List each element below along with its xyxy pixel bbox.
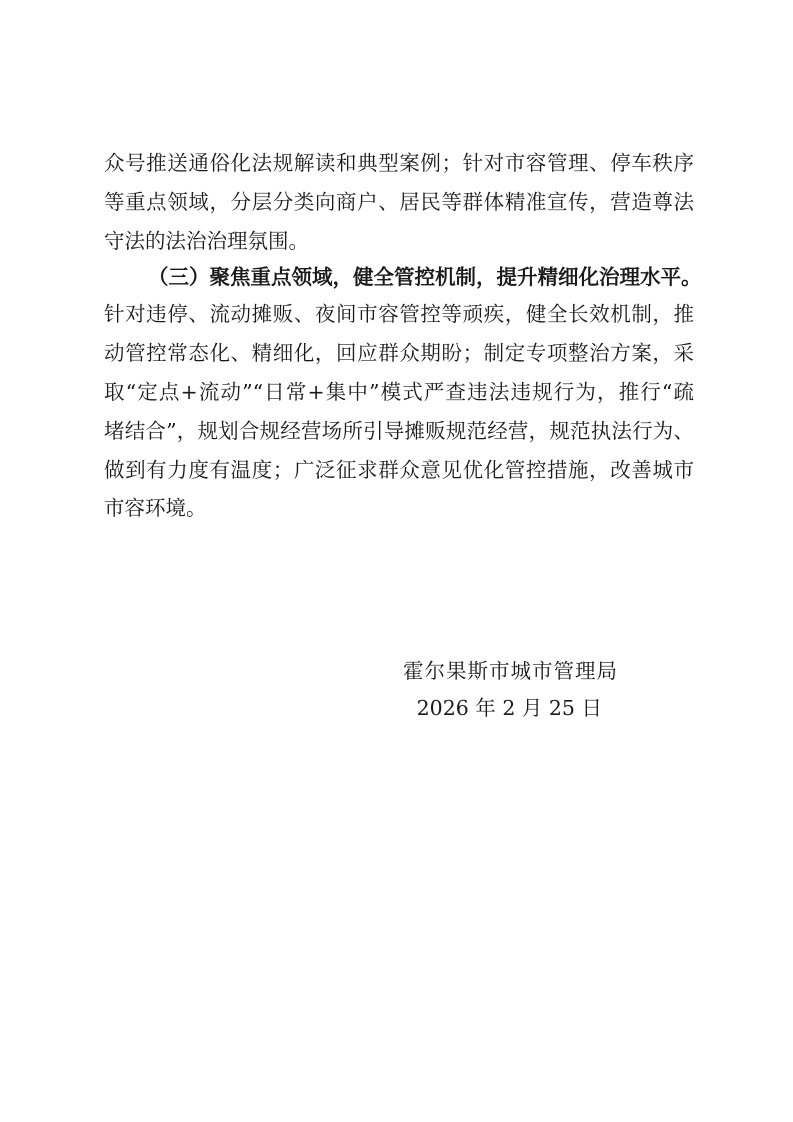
section-line-5: 做到有力度有温度；广泛征求群众意见优化管控措施，改善城市 [104, 458, 694, 482]
section-line-6: 市容环境。 [104, 496, 207, 520]
body-line-1: 众号推送通俗化法规解读和典型案例；针对市容管理、停车秩序 [104, 151, 694, 175]
body-line-3: 守法的法治治理氛围。 [104, 229, 309, 253]
body-line-2: 等重点领域，分层分类向商户、居民等群体精准宣传，营造尊法 [104, 190, 694, 214]
section-line-3: 取“定点+流动”“日常+集中”模式严查违法违规行为，推行“疏 [104, 380, 694, 404]
signature-organization: 霍尔果斯市城市管理局 [403, 659, 618, 683]
section-heading: （三）聚焦重点领域，健全管控机制，提升精细化治理水平。 [148, 265, 702, 289]
section-line-4: 堵结合”，规划合规经营场所引导摊贩规范经营，规范执法行为、 [104, 419, 694, 443]
section-line-2: 动管控常态化、精细化，回应群众期盼；制定专项整治方案，采 [104, 341, 694, 365]
section-line-1: 针对违停、流动摊贩、夜间市容管控等顽疾，健全长效机制，推 [104, 302, 694, 326]
signature-date: 2026 年 2 月 25 日 [416, 696, 602, 720]
